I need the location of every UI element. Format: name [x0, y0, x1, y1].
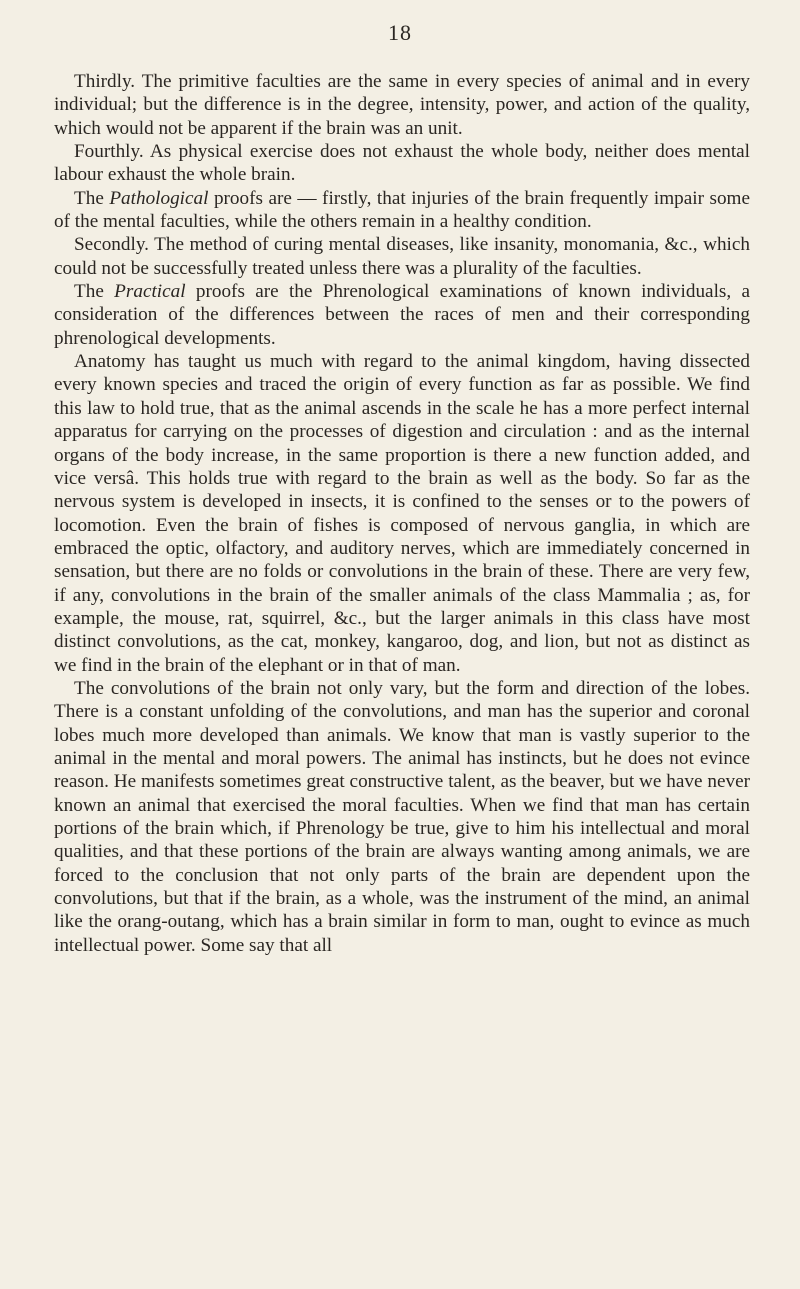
paragraph-text: Anatomy has taught us much with regard to the animal kingdom, having dissected every known species and traced the origin of every function as far as possible. We find this law to hold true, that as the animal ascends in the scale he has a more perfect internal apparatus for carrying on the processes of digestion and circulation : and as the internal organs of the body increase, in the same proportion is there a new function added, and vice versâ. This holds true with regard to the brain as well as the body. So far as the nervous system is developed in insects, it is confined to the senses or to the powers of locomotion. Even the brain of fishes is composed of nervous ganglia, in which are embraced the optic, olfactory, and auditory nerves, which are immediately concerned in sensation, but there are no folds or convolutions in the brain of these. There are very few, if any, convolutions in the brain of the smaller animals of the class Mammalia ; as, for example, the mouse, rat, squirrel, &c., but the larger animals in this class have most distinct convolutions, as the cat, monkey, kangaroo, dog, and lion, but not as distinct as we find in the brain of the elephant or in that of man.: [54, 351, 750, 676]
italic-term: Pathological: [109, 187, 209, 209]
paragraph-text: Secondly. The method of curing mental diseases, like insanity, monomania, &c., which could not be successfully treated unless there was a plurality of the faculties.: [54, 234, 750, 279]
paragraph-pathological: [54, 187, 750, 234]
paragraph-anatomy: [54, 350, 750, 677]
paragraph-fourthly: [54, 140, 750, 187]
paragraph-prefix: The: [74, 187, 110, 209]
paragraph-text: Fourthly. As physical exercise does not exhaust the whole body, neither does mental labour exhaust the whole brain.: [54, 141, 750, 186]
paragraph-prefix: The: [74, 281, 115, 303]
paragraph-thirdly: [54, 70, 750, 140]
italic-term: Practical: [114, 281, 186, 303]
paragraph-convolutions: [54, 677, 750, 957]
paragraph-text: proofs are — firstly, that injuries of the brain frequently impair some of the mental faculties, while the others remain in a healthy condition.: [54, 187, 750, 233]
body-text: [54, 70, 750, 957]
page-number: 18: [388, 20, 412, 45]
paragraph-text: The convolutions of the brain not only vary, but the form and direction of the lobes. There is a constant unfolding of the convolutions, and man has the superior and coronal lobes much more developed than animals. We know that man is vastly superior to the animal in the mental and moral powers. The animal has instincts, but he does not evince reason. He manifests sometimes great constructive talent, as the beaver, but we have never known an animal that exercised the moral faculties. When we find that man has certain portions of the brain which, if Phrenology be true, give to him his intellectual and moral qualities, and that these portions of the brain are always wanting among animals, we are forced to the conclusion that not only parts of the brain are dependent upon the convolutions, but that if the brain, as a whole, was the instrument of the mind, an animal like the orang-outang, which has a brain similar in form to man, ought to evince as much intellectual power. Some say that all: [54, 677, 750, 956]
paragraph-practical: [54, 280, 750, 350]
paragraph-text: proofs are the Phrenological examinations of known individuals, a consideration of the differences between the races of men and their corresponding phrenological developments.: [54, 281, 750, 349]
paragraph-text: Thirdly. The primitive faculties are the same in every species of animal and in every individual; but the difference is in the degree, intensity, power, and action of the quality, which would not be apparent if the brain was an unit.: [54, 71, 750, 139]
paragraph-secondly: [54, 233, 750, 280]
